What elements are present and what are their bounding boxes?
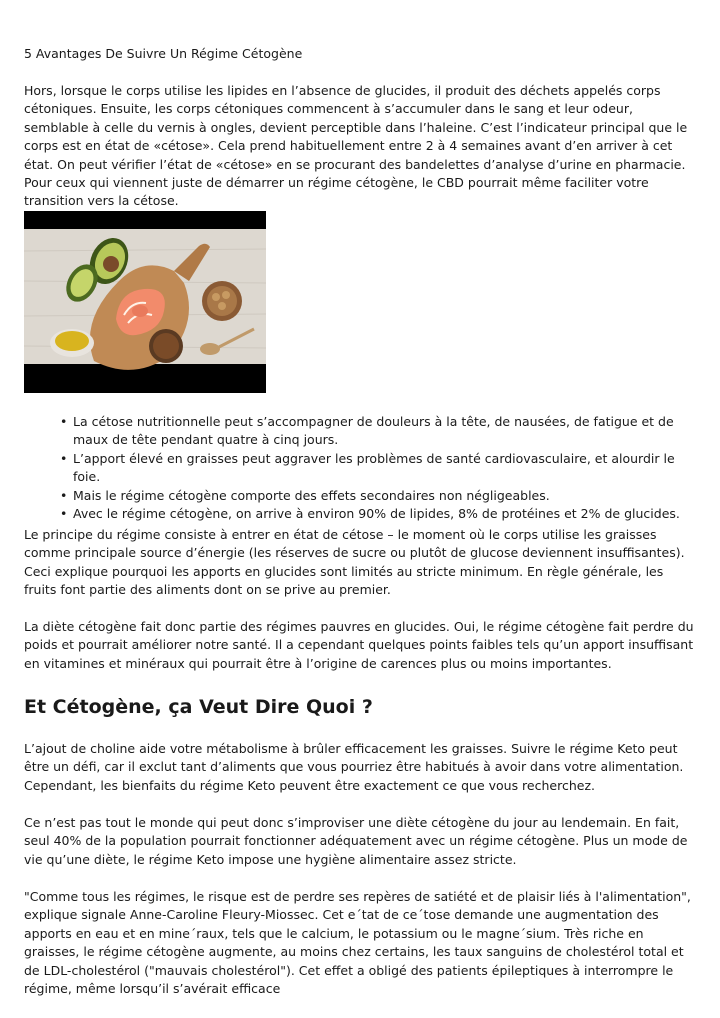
list-item: • Mais le régime cétogène comporte des effets secondaires non négligeables. [60,487,696,505]
bullet-list [60,413,696,523]
page-title: 5 Avantages De Suivre Un Régime Cétogène [24,46,303,61]
list-item: • La cétose nutritionnelle peut s’accompagner de douleurs à la tête, de nausées, de fatigue et de maux de tête pendant quatre à cinq jours. [60,413,696,450]
list-item: • L’apport élevé en graisses peut aggraver les problèmes de santé cardiovasculaire, et alourdir le foie. [60,450,696,487]
paragraph-principle: Le principe du régime consiste à entrer en état de cétose – le moment où le corps utilise les graisses comme principale source d’énergie (les réserves de sucre ou plutôt de glucose deviennent insuffisantes). Ceci explique pourquoi les apports en glucides sont limités au stricte minimum. En règle générale, les fruits font partie des aliments dont on se prive au premier. [24,527,685,598]
paragraph-ketosis-intro: Hors, lorsque le corps utilise les lipides en l’absence de glucides, il produit des déchets appelés corps cétoniques. Ensuite, les corps cétoniques commencent à s’accumuler dans le sang et leur odeur, semblable à celle du vernis à ongles, devient perceptible dans l’haleine. C’est l’indicateur principal que le corps est en état de «cétose». Cela prend habituellement entre 2 à 4 semaines avant d’en arriver à cet état. On peut vérifier l’état de «cétose» en se procurant des bandelettes d’analyse d’urine en pharmacie. Pour ceux qui viennent juste de démarrer un régime cétogène, le CBD pourrait même faciliter votre transition vers la cétose. [24,83,688,209]
paragraph-quote: "Comme tous les régimes, le risque est de perdre ses repères de satiété et de plaisir liés à l'alimentation", explique signale Anne-Caroline Fleury-Miossec. Cet e´tat de ce´tose demande une augmentation des apports en eau et en mine´raux, tels que le calcium, le potassium ou le magne´sium. Très riche en graisses, le régime cétogène augmente, au moins chez certains, les taux sanguins de cholestérol total et de LDL-cholestérol ("mauvais cholestérol"). Cet effet a obligé des patients épileptiques à interrompre le régime, même lorsqu’il s’avérait efficace [24,889,691,997]
paragraph-choline: L’ajout de choline aide votre métabolisme à brûler efficacement les graisses. Suivre le régime Keto peut être un défi, car il exclut tant d’aliments que vous pourriez être habitués à avoir dans votre alimentation. Cependant, les bienfaits du régime Keto peuvent être exactement ce que vous recherchez. [24,741,684,793]
paragraph-low-carb: La diète cétogène fait donc partie des régimes pauvres en glucides. Oui, le régime cétogène fait perdre du poids et pourrait améliorer notre santé. Il a cependant quelques points faibles tels qu’un apport insuffisant en vitamines et minéraux qui pourrait être à l’origine de carences plus ou moins importantes. [24,619,694,671]
paragraph-population: Ce n’est pas tout le monde qui peut donc s’improviser une diète cétogène du jour au lendemain. En fait, seul 40% de la population pourrait fonctionner adéquatement avec un régime cétogène. Plus un mode de vie qu’une diète, le régime Keto impose une hygiène alimentaire assez stricte. [24,815,688,867]
keto-food-photo-icon [24,211,266,393]
list-item: • Avec le régime cétogène, on arrive à environ 90% de lipides, 8% de protéines et 2% de glucides. [60,505,696,523]
section-heading: Et Cétogène, ça Veut Dire Quoi ? [24,696,373,718]
